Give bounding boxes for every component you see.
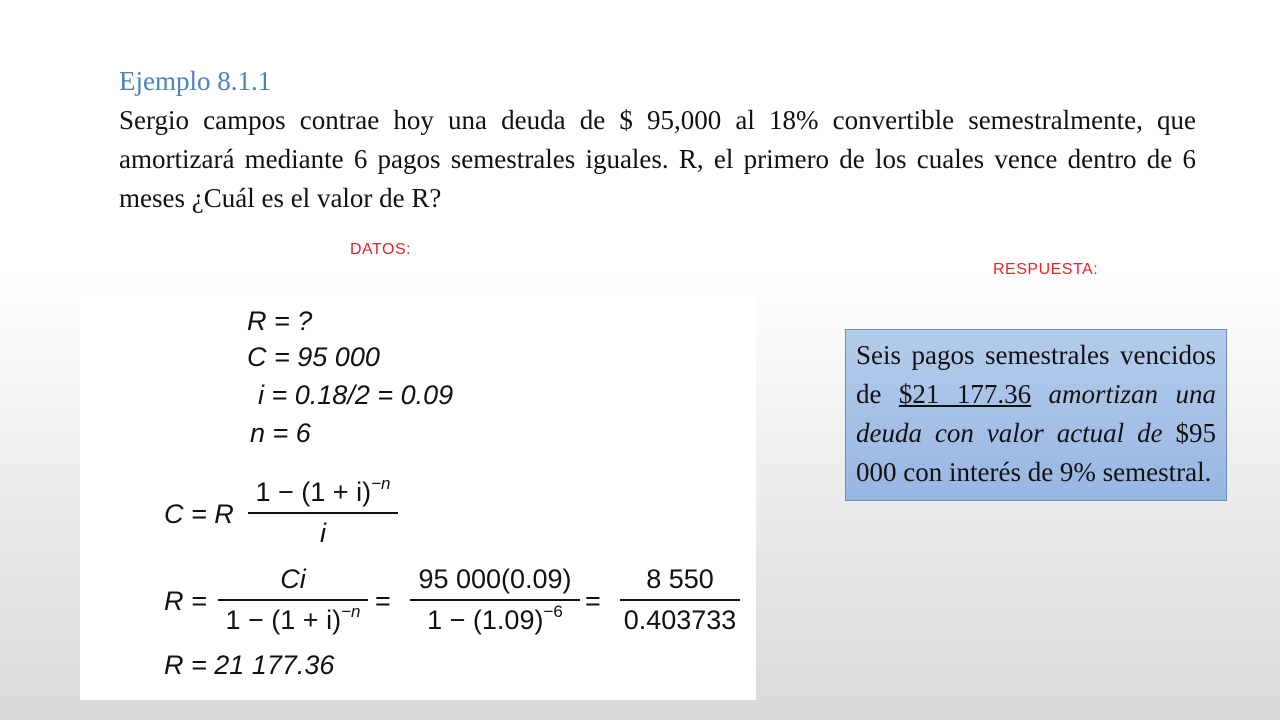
answer-part-1: Seis pagos semestrales vencidos de	[856, 340, 1216, 409]
solve-f3-numerator: 8 550	[646, 564, 714, 594]
solve-f2-numerator: 95 000(0.09)	[418, 564, 572, 594]
datos-n: n = 6	[250, 418, 311, 448]
solve-lhs: R =	[164, 586, 207, 616]
formula-denominator: i	[320, 518, 326, 548]
solve-equals-1: =	[375, 586, 391, 616]
datos-label: DATOS:	[350, 241, 412, 258]
solve-fraction-2	[410, 566, 580, 634]
formula-numerator: 1 − (1 + i)	[255, 477, 372, 507]
answer-part-2: amortizan una deuda con valor actual de	[856, 379, 1216, 448]
solve-equals-2: =	[585, 586, 601, 616]
formula-numerator-exponent: −n	[371, 474, 391, 493]
solve-f1-denominator: 1 − (1 + i)	[225, 605, 342, 635]
solve-f1-numerator: Ci	[280, 564, 306, 594]
answer-amount: $21 177.36	[898, 379, 1032, 409]
datos-i: i = 0.18/2 = 0.09	[258, 380, 454, 410]
problem-statement: Sergio campos contrae hoy una deuda de $ 95,000 al 18% convertible semestralmente, que amortizará mediante 6 pagos semestrales iguales. R, el primero de los cuales vence dentro de 6 meses ¿Cuál es el valor de R?	[119, 105, 1196, 213]
solve-fraction-1	[218, 566, 368, 634]
formula-fraction	[248, 474, 398, 548]
solve-f2-denominator: 1 − (1.09)	[427, 605, 544, 635]
datos-c: C = 95 000	[247, 342, 380, 372]
solve-fraction-3	[620, 566, 740, 634]
answer-part-3: $95 000 con interés de 9% semestral.	[856, 418, 1217, 487]
datos-r: R = ?	[247, 306, 313, 336]
result-line: R = 21 177.36	[164, 650, 335, 680]
formula-lhs: C = R	[164, 499, 234, 529]
respuesta-label: RESPUESTA:	[993, 261, 1099, 278]
solve-f1-denominator-exponent: −n	[341, 602, 361, 621]
solve-f2-denominator-exponent: −6	[543, 602, 563, 621]
solve-f3-denominator: 0.403733	[623, 605, 737, 635]
solution-image-panel	[80, 296, 756, 700]
answer-box	[845, 329, 1227, 501]
slide-title: Ejemplo 8.1.1	[119, 66, 272, 96]
